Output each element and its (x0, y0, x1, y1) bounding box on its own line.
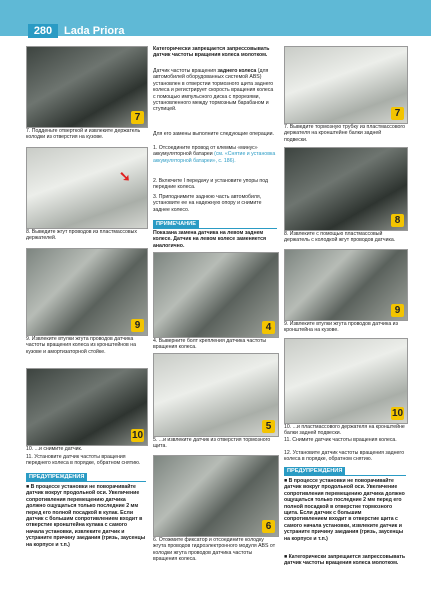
step3-col2: 3. Приподнимите заднюю часть автомобиля, установите ее на надежную опору и снимите заднее колесо. (153, 194, 262, 213)
warning-text-col3: ■ В процессе установки не поворачивайте датчик вокруг продольной оси. Увеличение сопротивления перемещению датчика должно ощущаться только последние 2 мм перед его полной посадкой в отверстие тормозного щита. Если датчик с большим сопротивлением входит в отверстие щита с самого начала установки, извлеките датчик и устраните причину заедания (грязь, заусенцы на корпусе и т.п.) (284, 478, 405, 542)
photo-col3-step9 (284, 249, 408, 321)
caption-col1-step9: 9. Извлеките втулки жгута проводов датчика частоты вращения колеса из кронштейнов на кузове и амортизаторной стойке. (26, 336, 136, 355)
caption-col1-step8: 8. Выведите жгут проводов из пластмассовых держателей. (26, 229, 137, 242)
caption-col1-step7: 7. Подденьте отверткой и извлеките держатель колодки из отверстия на кузове. (26, 128, 141, 141)
photo-col1-step7 (26, 46, 148, 128)
book-title: Lada Priora (64, 25, 125, 37)
caption-col3-step9: 9. Извлеките втулки жгута проводов датчика из кронштейна на кузове. (284, 321, 398, 334)
intro-part-b: (для автомобилей оборудованных системой ABS) установлен в отверстии тормозного щита заднего колеса и регистрирует скорость вращения колеса с помощью импульсного диска с прорезями, установленного между тормозным барабаном и ступицей. (153, 68, 274, 113)
warning-text-col1: ■ В процессе установки не поворачивайте датчик вокруг продольной оси. Увеличение сопротивления перемещению датчика должно ощущаться только последние 2 мм перед его полной посадкой в кулак. Если датчик с большим сопротивлением входит в отверстие кронштейна кулака с самого начала установки, извлеките датчик и устраните причину заедания (грязь, заусенцы на корпусе и т.п.) (26, 484, 146, 548)
step-badge-icon: 10 (131, 430, 144, 441)
warning-text2-col3: ■ Категорически запрещается запрессовывать датчик частоты вращения колеса молотком. (284, 554, 406, 567)
step-badge-icon: 10 (391, 408, 404, 419)
warning-heading-col1: ПРЕДУПРЕЖДЕНИЯ (26, 473, 87, 481)
photo-col1-step10 (26, 368, 148, 446)
note-text-col2: Показана замена датчика на левом заднем колесе. Датчик на левом колесе заменяется аналогично. (153, 230, 266, 249)
step2-col2: 2. Включите I передачу и установите упоры под передние колеса. (153, 178, 269, 191)
step-badge-icon: 6 (262, 520, 275, 533)
step-badge-icon: 9 (391, 304, 404, 317)
caption-col3-step7: 7. Выведите тормозную трубку из пластмассового держателя на кронштейне балки задней подвески. (284, 124, 406, 143)
caption-col3-step8: 8. Извлеките с помощью пластмассовый держатель с колодкой жгут проводов датчика. (284, 231, 396, 244)
caption-col2-step6: 6. Отожмите фиксатор и отсоедините колодку жгута проводов гидроэлектронного модуля ABS от колодки жгута проводов датчика частоты вращения колеса. (153, 537, 276, 563)
note-heading-col2: ПРИМЕЧАНИЕ (153, 220, 199, 228)
photo-col3-step7 (284, 46, 408, 124)
warning-heading-col3: ПРЕДУПРЕЖДЕНИЯ (284, 467, 345, 475)
intro-part-a: Датчик частоты вращения (153, 68, 218, 74)
photo-col2-step4 (153, 252, 279, 338)
step1-text: 1. Отсоедините провод от клеммы «минус» аккумуляторной батареи (153, 145, 258, 158)
photo-col2-step5 (153, 353, 279, 437)
intro-col2-c: Для его замены выполните следующие операции. (153, 131, 274, 137)
step-badge-icon: 9 (131, 319, 144, 332)
step-badge-icon: 8 (391, 214, 404, 227)
intro-bold: заднего колеса (217, 68, 257, 74)
caption-col2-step5: 5. ...и извлеките датчик из отверстия тормозного щита. (153, 437, 271, 450)
intro-col2 (153, 68, 277, 113)
caption-col2-step4: 4. Выверните болт крепления датчика частоты вращения колеса. (153, 338, 267, 351)
step1-link[interactable]: (см. «Снятие и установка аккумуляторной батареи», с. 186). (153, 151, 276, 164)
page-header (0, 0, 431, 36)
step-badge-icon: 7 (131, 111, 144, 124)
step1-col2 (153, 145, 277, 164)
photo-col3-step10 (284, 338, 408, 424)
step-badge-icon: 4 (262, 321, 275, 334)
caption-col3-step12: 12. Установите датчик частоты вращения заднего колеса в порядке, обратном снятию. (284, 450, 405, 463)
caption-col3-step10: 10. ...и пластмассового держателя на кронштейне балки задней подвески. (284, 424, 405, 437)
top-note-col2: Категорически запрещается запрессовывать датчик частоты вращения колеса молотком. (153, 46, 270, 59)
step-badge-icon: 7 (391, 107, 404, 120)
photo-col1-step8 (26, 147, 148, 229)
photo-col3-step8 (284, 147, 408, 231)
step-badge-icon: 5 (262, 420, 275, 433)
caption-col1-step10: 10. ...и снимите датчик. (26, 446, 83, 452)
caption-col3-step11: 11. Снимите датчик частоты вращения колеса. (284, 437, 397, 443)
photo-col2-step6 (153, 455, 279, 537)
page-number: 280 (28, 24, 58, 38)
caption-col1-step11: 11. Установите датчик частоты вращения переднего колеса в порядке, обратном снятию. (26, 454, 141, 467)
photo-col1-step9 (26, 248, 148, 336)
red-arrow-icon: ➘ (119, 168, 131, 184)
